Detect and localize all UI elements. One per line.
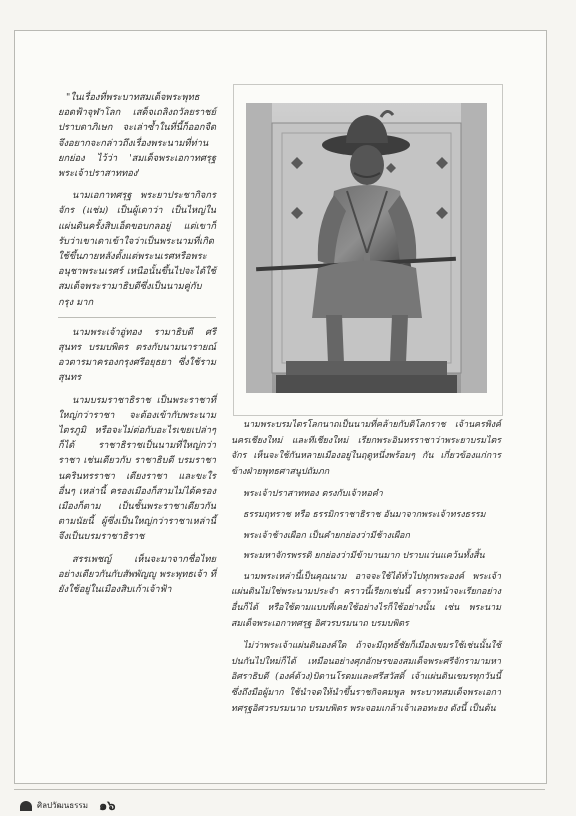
statue-photo <box>246 103 487 393</box>
right-paragraph-2: นามพระเหล่านี้เป็นคุณนาม อาจจะใช้ได้ทั่วไปทุกพระองค์ พระเจ้าแผ่นดินไม่ใช่พระนามประจำ คราวนี้เรียกเช่นนี้ คราวหน้าจะเรียกอย่างอื่นก็ได้ หรือใช้ตามแบบที่เคยใช้อย่างไรก็ใช้อย่างนั้น เช่น พระนามสมเด็จพระเอกาทศรุฐ อิศวรบรมนาถ บรมบพิตร <box>231 571 501 629</box>
right-paragraph-3: ไม่ว่าพระเจ้าแผ่นดินองค์ใด ถ้าจะมีฤทธิ์ชัยก็เมืองเขมรใช้เช่นนั้นใช้ปนกันไปใหม่ก็ได้ เหมือนอย่างศุภอักษรของสมเด็จพระศรีจักรามามหาอิศราธิบดี (องค์ด้วง)บิดานโรดมและศรีสวัสดิ์ เจ้าแผ่นดินเขมรทุกวันนี้ ซึ่งถึงมือผู้มาก ใช้นำจดให้นำขึ้นราชกิจคมพูล พระบาทสมเด็จพระเอกาทศรุฐอิศวรบรมนาถ บรมบพิตร พระจอมเกล้าเจ้าเลอทะยง ดังนี้ เป็นต้น <box>231 641 501 714</box>
right-list-item-3: พระเจ้าช้างเผือก เป็นคำยกย่องว่ามีช้างเผือก <box>243 530 410 541</box>
statue-illustration <box>246 103 487 393</box>
left-divider <box>58 317 216 318</box>
right-list-item-1: พระเจ้าปราสาททอง ตรงกับเจ้าหอคำ <box>243 489 383 500</box>
footer-rule <box>14 789 545 790</box>
right-list-item-4: พระมหาจักรพรรดิ ยกย่องว่ามีข้าบานมาก ปราบแว่นแคว้นทั้งสิ้น <box>243 551 485 562</box>
left-paragraph-3: นามพระเจ้าอู่ทอง รามาธิบดี ศรีสุนทร บรมบพิตร ตรงกับนามนารายณ์อวตารมาครองกรุงศรีอยุธยา ซึ่งใช้รามสุนทร <box>58 326 216 384</box>
left-paragraph-2: นามเอกาทศรุฐ พระยาประชากิจกรจักร (แช่ม) เป็นผู้เดาว่า เป็นไหญ่ในแผ่นดินครั้งสิบเอ็ดขอบกลอยู่ แต่เขาก็รับว่าเขาเดาเข้าใจว่าเป็นพระนามที่เกิดใช้ขึ้นภายหลังตั้งแต่พระนเรศหรือพระอนุชาพระนเรศร์ เหนือนั้นขึ้นไปจะได้ใช้สมเด็จพระรามาธิบดีซึ่งเป็นนามคู่กับกรุง มาก <box>58 190 216 308</box>
left-paragraph-5: สรรเพชญ์ เห็นจะมาจากชื่อไทย อย่างเดียวกันกับสัพพัญญู พระพุทธเจ้า ที่ยังใช้อยู่ในเมืองสิบเก้าเจ้าฟ้า <box>58 553 216 596</box>
page-footer <box>20 795 116 816</box>
right-list-item-2: ธรรมฤทราช หรือ ธรรมิกราชาธิราช อันมาจากพระเจ้าทรงธรรม <box>243 509 486 520</box>
left-paragraph-1: "ในเรื่องที่พระบาทสมเด็จพระพุทธยอดฟ้าจุฬาโลก เสด็จเถลิงถวัลยราชย์ปราบดาภิเษก จะเล่าซ้ำในที่นี้ก็ออกจืด จึงอยากจะกล่าวถึงเรื่องพระนามที่ท่านยกย่อง ไว้ว่า 'สมเด็จพระเอกาทศรุฐพระเจ้าปราสาททอง' <box>58 92 216 180</box>
magazine-logo-icon <box>20 801 32 811</box>
right-column <box>231 418 501 724</box>
left-paragraph-4: นามบรมราชาธิราช เป็นพระราชาที่ใหญ่กว่าราชา จะต้องเข้ากับพระนามไตรภูมิ หรือจะไม่ต่อกับอะไรเขยเปล่าๆ ก็ได้ ราชาธิราชเป็นนามที่ใหญ่กว่าราชา เช่นเดียวกับ ราชาธิบดี บรมราชา นครินทรราชา เดียงราชา และขะใรอื่นๆ เหล่านี้ ครองเมืองก็สามไม่ได้ครองเมืองก็ตาม เป็นชั้นพระราชาเดียวกันตามนัยนี้ ผู้ซึ่งเป็นใหญ่กว่าราชาเหล่านี้ จึงเป็นบรมราชาธิราช <box>58 394 216 543</box>
page-number: ๑๖ <box>99 799 116 814</box>
left-column <box>58 90 216 604</box>
right-paragraph-1: นามพระบรมไตรโลกนาถเป็นนามที่คล้ายกับติโลกราช เจ้านครพิงค์นครเชียงใหม่ และทีเชียงใหม่ เรียกพระอินทรราชาว่าพระยาบรมไตรจักร เห็นจะใช้กันหลายเมืองอยู่ในฤดูหนึ่งพร้อมๆ กัน เกี่ยวข้องแก่การข้างฝ่ายพุทธศาสนูปถัมภก <box>231 420 501 477</box>
magazine-name: ศิลปวัฒนธรรม <box>37 801 88 810</box>
